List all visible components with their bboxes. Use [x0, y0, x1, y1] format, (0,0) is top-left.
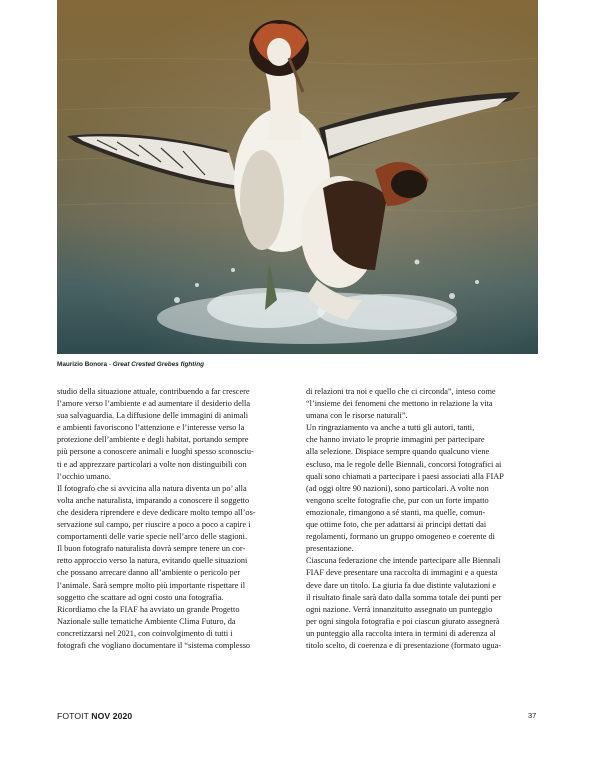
text-line: que ottime foto, che per adattarsi ai principi dettati dai: [306, 520, 487, 530]
text-line: l’animale. Sarà sempre molto più importante rispettare il: [57, 580, 246, 590]
article-column-left: [57, 386, 297, 652]
caption-author: Maurizio Bonora: [57, 361, 108, 368]
photo-caption: [57, 361, 204, 368]
text-line: deve dare un titolo. La giuria fa due distinte valutazioni e: [306, 580, 497, 590]
text-line: che desidera riprendere e deve dedicare molto tempo all’os-: [57, 507, 256, 517]
text-line: l’occhio umano.: [57, 471, 111, 481]
text-line: il risultato finale sarà dato dalla somma totale dei punti per: [306, 592, 502, 602]
text-line: presentazione.: [306, 544, 354, 554]
text-line: per ogni singola fotografia e poi ciascun giurato assegnerà: [306, 616, 500, 626]
text-line: studio della situazione attuale, contribuendo a far crescere: [57, 387, 250, 396]
text-line: regolamenti, formano un gruppo omogeneo e coerente di: [306, 532, 495, 542]
text-line: e ambienti favoriscono l’attenzione e l’interesse verso la: [57, 423, 245, 433]
text-line: un punteggio alla raccolta intera in termini di aderenza al: [306, 628, 496, 638]
text-line: (ad oggi oltre 90 nazioni), sono particolari. A volte non: [306, 483, 489, 493]
text-line: quali sono chiamati a partecipare i paesi associati alla FIAP: [306, 471, 504, 481]
text-line: ti e ad apprezzare particolari a volte non distinguibili con: [57, 459, 247, 469]
text-line: alla selezione. Dispiace sempre quando qualcuno viene: [306, 447, 490, 457]
text-line: di relazioni tra noi e quello che ci circonda”, inteso come: [306, 387, 496, 396]
text-line: umana con le risorse naturali”.: [306, 411, 408, 421]
text-line: comportamenti delle varie specie nell’arco delle stagioni.: [57, 532, 248, 542]
text-line: emozionale, rimangono a sé stanti, ma quelle, comun-: [306, 507, 486, 517]
issue-date: NOV 2020: [91, 711, 133, 721]
footer-publication: [57, 711, 132, 721]
page-number: 37: [528, 711, 537, 720]
text-line: retto approccio verso la natura, evitando quelle situazioni: [57, 556, 248, 566]
text-line: più persone a conoscere animali e luoghi spesso sconosciu-: [57, 447, 254, 457]
caption-title: Great Crested Grebes fighting: [112, 361, 205, 368]
text-line: FIAF deve presentare una raccolta di immagini e a questa: [306, 568, 498, 578]
text-line: Nazionale sulle tematiche Ambiente Clima Futuro, da: [57, 616, 236, 626]
text-line: fotografi che vogliano documentare il “sistema complesso: [57, 640, 251, 650]
magazine-name: FOTOIT: [57, 711, 89, 721]
text-line: volta anche naturalista, imparando a conoscere il soggetto: [57, 495, 250, 505]
text-line: escluso, ma le regole delle Biennali, concorsi fotografici ai: [306, 459, 502, 469]
text-line: “l’insieme dei fenomeni che mettono in relazione la vita: [306, 399, 493, 409]
article-column-right: [306, 386, 538, 652]
text-line: l’amore verso l’ambiente e ad aumentare il desiderio della: [57, 399, 251, 409]
caption-separator: -: [107, 361, 113, 368]
grebes-photo: [57, 0, 538, 354]
text-line: che hanno inviato le proprie immagini per partecipare: [306, 435, 485, 445]
text-line: sua salvaguardia. La diffusione delle immagini di animali: [57, 411, 249, 421]
text-line: titolo scelto, di coerenza e di presentazione (formato ugua-: [306, 640, 502, 650]
text-line: che possano arrecare danno all’ambiente o pericolo per: [57, 568, 241, 578]
text-line: Il buon fotografo naturalista dovrà sempre tenere un cor-: [57, 544, 246, 554]
text-line: Ciascuna federazione che intende partecipare alle Biennali: [306, 556, 501, 566]
text-line: Un ringraziamento va anche a tutti gli autori, tanti,: [306, 423, 475, 433]
text-line: ogni nazione. Verrà innanzitutto assegnato un punteggio: [306, 604, 493, 614]
text-line: Il fotografo che si avvicina alla natura diventa un po’ alla: [57, 483, 247, 493]
text-line: vengono scelte fotografie che, pur con un forte impatto: [306, 495, 489, 505]
text-line: concretizzarsi nel 2021, con coinvolgimento di tutti i: [57, 628, 233, 638]
text-line: protezione dell’ambiente e degli habitat, portando sempre: [57, 435, 249, 445]
text-line: servazione sul campo, per riuscire a poco a poco a capire i: [57, 520, 251, 530]
text-line: soggetto che scattare ad ogni costo una fotografia.: [57, 592, 224, 602]
text-line: Ricordiamo che la FIAF ha avviato un grande Progetto: [57, 604, 240, 614]
